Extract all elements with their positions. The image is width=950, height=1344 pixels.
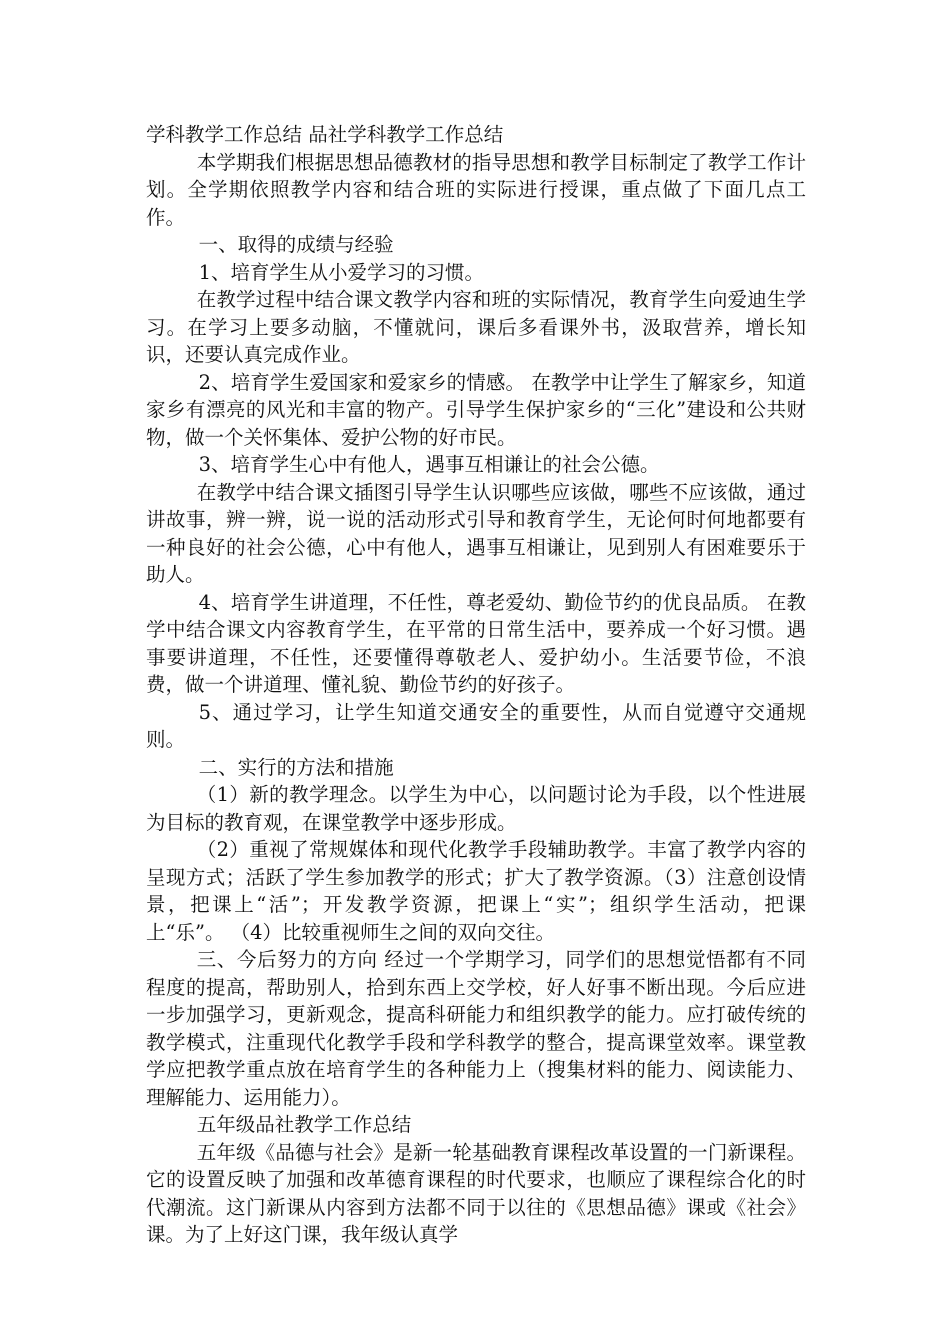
section-heading-2: 二、实行的方法和措施 <box>198 755 394 779</box>
body-paragraph: 在教学中结合课文插图引导学生认识哪些应该做，哪些不应该做，通过讲故事，辨一辨，说一说的活动形式引导和教育学生，无论何时何地都要有一种良好的社会公德，心中有他人，遇事互相谦让，见到别人有困难要乐于助人。 <box>146 480 806 586</box>
item-heading-3: 3、培育学生心中有他人，遇事互相谦让的社会公德。 <box>198 453 660 476</box>
body-paragraph: 4、培育学生讲道理，不任性，尊老爱幼、勤俭节约的优良品质。 在教学中结合课文内容教育学生，在平常的日常生活中，要养成一个好习惯。遇事要讲道理，不任性，还要懂得尊敬老人、爱护幼小。生活要节俭，不浪费，做一个讲道理、懂礼貌、勤俭节约的好孩子。 <box>146 590 806 696</box>
document-title: 学科教学工作总结 品社学科教学工作总结 <box>146 123 504 146</box>
body-paragraph: （1）新的教学理念。以学生为中心，以问题讨论为手段，以个性进展为目标的教育观，在课堂教学中逐步形成。 <box>146 783 806 834</box>
body-paragraph: 在教学过程中结合课文教学内容和班的实际情况，教育学生向爱迪生学习。在学习上要多动脑，不懂就问，课后多看课外书，汲取营养，增长知识，还要认真完成作业。 <box>146 288 806 366</box>
document-body <box>146 121 806 1249</box>
section-heading-1: 一、取得的成绩与经验 <box>198 233 394 256</box>
body-paragraph: 三、今后努力的方向 经过一个学期学习，同学们的思想觉悟都有不同程度的提高，帮助别人，拾到东西上交学校，好人好事不断出现。今后应进一步加强学习，更新观念，提高科研能力和组织教学的能力。应打破传统的教学模式，注重现代化教学手段和学科教学的整合，提高课堂效率。课堂教学应把教学重点放在培育学生的各种能力上（搜集材料的能力、阅读能力、理解能力、运用能力）。 <box>146 948 806 1109</box>
body-paragraph: 5、通过学习，让学生知道交通安全的重要性，从而自觉遵守交通规则。 <box>146 700 806 751</box>
body-paragraph: 五年级《品德与社会》是新一轮基础教育课程改革设置的一门新课程。它的设置反映了加强和改革德育课程的时代要求，也顺应了课程综合化的时代潮流。这门新课从内容到方法都不同于以往的《思想品德》课或《社会》课。为了上好这门课，我年级认真学 <box>146 1140 806 1246</box>
subtitle: 五年级品社教学工作总结 <box>196 1113 412 1136</box>
intro-paragraph: 本学期我们根据思想品德教材的指导思想和教学目标制定了教学工作计划。全学期依照教学内容和结合班的实际进行授课，重点做了下面几点工作。 <box>146 150 806 229</box>
item-heading-1: 1、培育学生从小爱学习的习惯。 <box>198 260 485 284</box>
body-paragraph: 2、培育学生爱国家和爱家乡的情感。 在教学中让学生了解家乡，知道家乡有漂亮的风光和丰富的物产。引导学生保护家乡的“三化”建设和公共财物，做一个关怀集体、爱护公物的好市民。 <box>146 370 806 449</box>
body-paragraph: （2）重视了常规媒体和现代化教学手段辅助教学。丰富了教学内容的呈现方式；活跃了学生参加教学的形式；扩大了教学资源。（3）注意创设情景，把课上“活”；开发教学资源，把课上“实”；组织学生活动，把课上“乐”。 （4）比较重视师生之间的双向交往。 <box>146 838 806 944</box>
